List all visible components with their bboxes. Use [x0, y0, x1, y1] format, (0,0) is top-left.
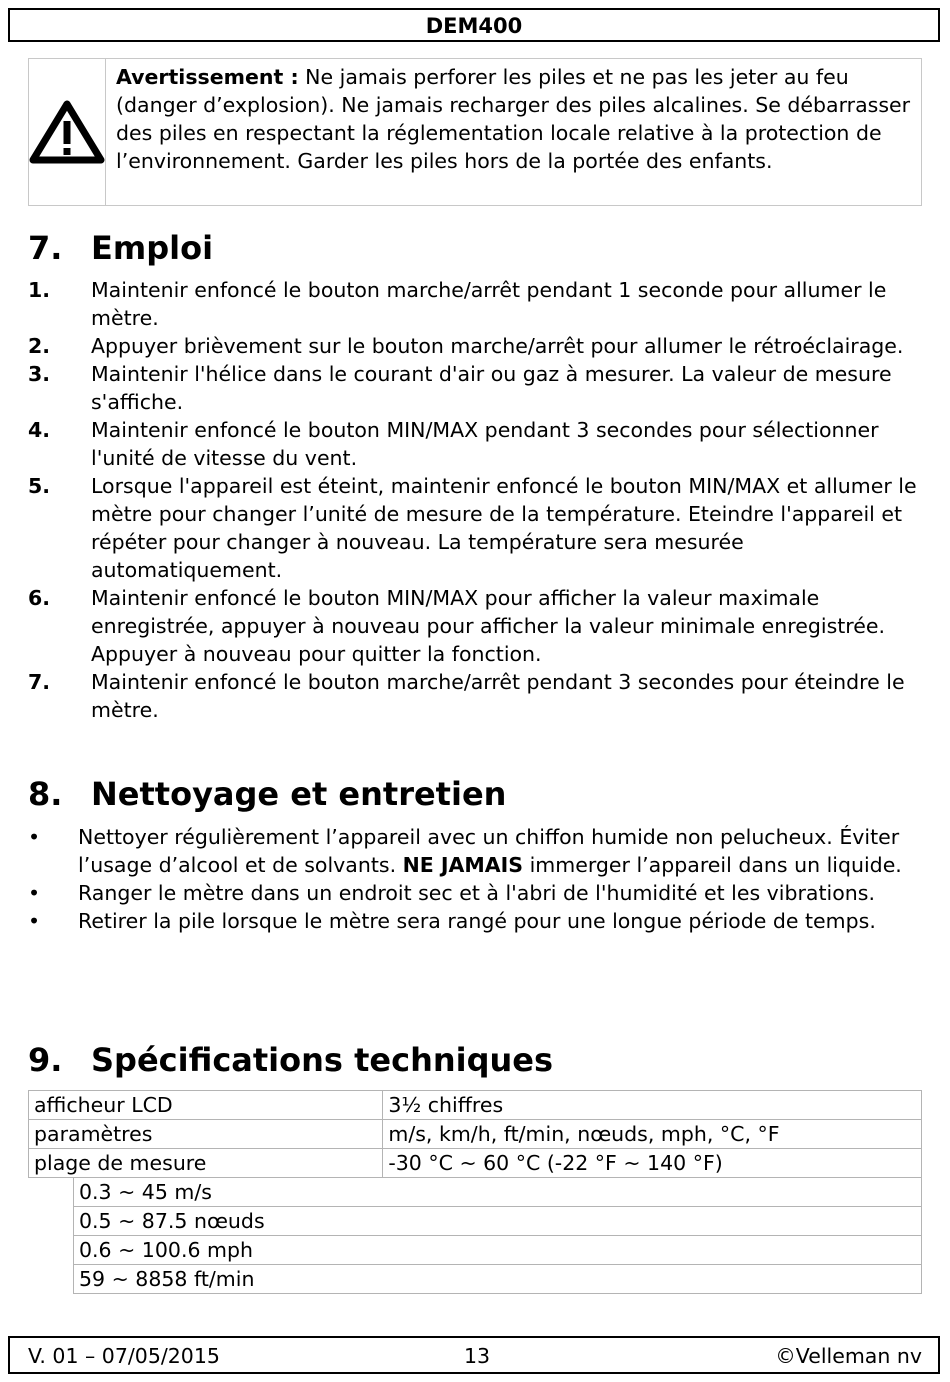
- specifications-table: [28, 1090, 922, 1294]
- table-row: [29, 1207, 922, 1236]
- table-row: [29, 1236, 922, 1265]
- table-indent: [29, 1207, 74, 1236]
- step-text: Maintenir enfoncé le bouton marche/arrêt pendant 1 seconde pour allumer le mètre.: [91, 278, 887, 330]
- bullet-symbol: •: [28, 909, 41, 933]
- usage-steps-list: [28, 276, 928, 724]
- bullet-text: Nettoyer régulièrement l’appareil avec un chiffon humide non pelucheux. Éviter l’usage d’alcool et de solvants.: [78, 825, 900, 877]
- page-header: [8, 8, 940, 42]
- bullet-bold-text: NE JAMAIS: [402, 853, 524, 877]
- range-value: 0.3 ~ 45 m/s: [74, 1178, 922, 1207]
- spec-value: 3½ chiffres: [383, 1091, 922, 1120]
- list-item: [28, 360, 928, 416]
- warning-label: Avertissement :: [116, 65, 299, 89]
- section-8-title: Nettoyage et entretien: [91, 775, 507, 813]
- page-footer: [8, 1336, 940, 1374]
- maintenance-list: [28, 823, 928, 935]
- spec-key: afficheur LCD: [29, 1091, 383, 1120]
- step-number: 1.: [28, 278, 51, 302]
- spec-key: plage de mesure: [29, 1149, 383, 1178]
- step-text: Maintenir enfoncé le bouton MIN/MAX pendant 3 secondes pour sélectionner l'unité de vitesse du vent.: [91, 418, 879, 470]
- table-indent: [29, 1265, 74, 1294]
- section-8-number: 8.: [28, 775, 63, 813]
- header-title: DEM400: [425, 14, 523, 38]
- bullet-text: Ranger le mètre dans un endroit sec et à l'abri de l'humidité et les vibrations.: [78, 881, 875, 905]
- step-text: Lorsque l'appareil est éteint, maintenir enfoncé le bouton MIN/MAX et allumer le mètre pour changer l’unité de mesure de la température. Eteindre l'appareil et répéter pour changer à nouveau. La température sera mesurée automatiquement.: [91, 474, 917, 582]
- step-text: Maintenir enfoncé le bouton MIN/MAX pour afficher la valeur maximale enregistrée, appuyer à nouveau pour afficher la valeur minimale enregistrée. Appuyer à nouveau pour quitter la fonction.: [91, 586, 886, 666]
- table-row: [29, 1120, 922, 1149]
- section-7-heading: [28, 228, 213, 268]
- step-text: Maintenir enfoncé le bouton marche/arrêt pendant 3 secondes pour éteindre le mètre.: [91, 670, 905, 722]
- warning-text: [106, 59, 921, 205]
- table-indent: [29, 1178, 74, 1207]
- bullet-text-after: immerger l’appareil dans un liquide.: [523, 853, 902, 877]
- warning-icon-cell: [29, 59, 106, 205]
- range-value: 59 ~ 8858 ft/min: [74, 1265, 922, 1294]
- list-item: [28, 879, 928, 907]
- table-row: [29, 1091, 922, 1120]
- warning-triangle-icon: [29, 99, 105, 165]
- step-number: 7.: [28, 670, 51, 694]
- range-value: 0.5 ~ 87.5 nœuds: [74, 1207, 922, 1236]
- step-number: 2.: [28, 334, 51, 358]
- section-7-title: Emploi: [91, 229, 214, 267]
- footer-copyright: ©Velleman nv: [775, 1344, 922, 1368]
- bullet-symbol: •: [28, 881, 41, 905]
- bullet-text: Retirer la pile lorsque le mètre sera rangé pour une longue période de temps.: [78, 909, 876, 933]
- step-text: Maintenir l'hélice dans le courant d'air ou gaz à mesurer. La valeur de mesure s'affiche.: [91, 362, 892, 414]
- list-item: [28, 907, 928, 935]
- list-item: [28, 416, 928, 472]
- list-item: [28, 276, 928, 332]
- range-value: 0.6 ~ 100.6 mph: [74, 1236, 922, 1265]
- step-number: 5.: [28, 474, 51, 498]
- list-item: [28, 584, 928, 668]
- section-9-title: Spécifications techniques: [91, 1041, 554, 1079]
- table-row: [29, 1265, 922, 1294]
- step-text: Appuyer brièvement sur le bouton marche/arrêt pour allumer le rétroéclairage.: [91, 334, 904, 358]
- warning-box: [28, 58, 922, 206]
- section-7-number: 7.: [28, 229, 63, 267]
- table-indent: [29, 1236, 74, 1265]
- list-item: [28, 823, 928, 879]
- table-row: [29, 1149, 922, 1178]
- list-item: [28, 332, 928, 360]
- section-8-heading: [28, 774, 506, 814]
- bullet-symbol: •: [28, 825, 41, 849]
- footer-page-number: 13: [464, 1344, 491, 1368]
- list-item: [28, 472, 928, 584]
- spec-value: m/s, km/h, ft/min, nœuds, mph, °C, °F: [383, 1120, 922, 1149]
- warning-body: Ne jamais perforer les piles et ne pas les jeter au feu (danger d’explosion). Ne jamais recharger des piles alcalines. Se débarrasser des piles en respectant la réglementation locale relative à la protection de l’environnement. Garder les piles hors de la portée des enfants.: [116, 65, 911, 173]
- spec-key: paramètres: [29, 1120, 383, 1149]
- list-item: [28, 668, 928, 724]
- step-number: 6.: [28, 586, 51, 610]
- spec-value: -30 °C ~ 60 °C (-22 °F ~ 140 °F): [383, 1149, 922, 1178]
- step-number: 4.: [28, 418, 51, 442]
- step-number: 3.: [28, 362, 51, 386]
- table-row: [29, 1178, 922, 1207]
- section-9-number: 9.: [28, 1041, 63, 1079]
- footer-version: V. 01 – 07/05/2015: [28, 1344, 220, 1368]
- section-9-heading: [28, 1040, 553, 1080]
